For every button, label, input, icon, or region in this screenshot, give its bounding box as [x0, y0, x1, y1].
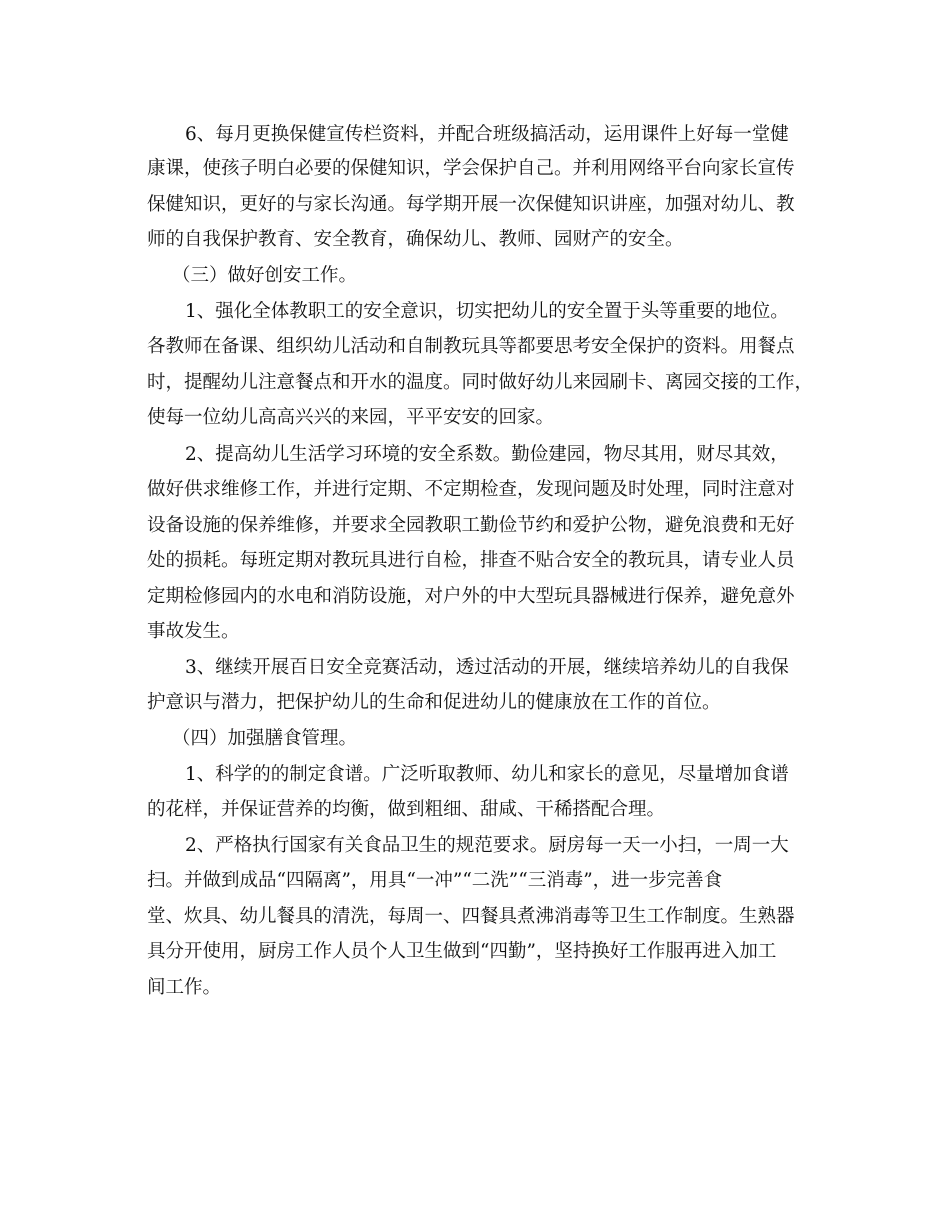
- text-line: 具分开使用，厨房工作人员个人卫生做到“四勤”，坚持换好工作服再进入加工: [147, 941, 777, 962]
- text-line: 处的损耗。每班定期对教玩具进行自检，排查不贴合安全的教玩具，请专业人员: [147, 550, 795, 571]
- text-line: 保健知识，更好的与家长沟通。每学期开展一次保健知识讲座，加强对幼儿、教: [147, 194, 795, 215]
- text-line: 1、强化全体教职工的安全意识，切实把幼儿的安全置于头等重要的地位。: [185, 301, 789, 322]
- text-line: 定期检修园内的水电和消防设施，对户外的中大型玩具器械进行保养，避免意外: [147, 586, 795, 607]
- section-heading: （四）加强膳食管理。: [172, 728, 358, 749]
- text-line: 做好供求维修工作，并进行定期、不定期检查，发现问题及时处理，同时注意对: [147, 479, 795, 500]
- text-line: 1、科学的的制定食谱。广泛听取教师、幼儿和家长的意见，尽量增加食谱: [185, 764, 789, 785]
- text-line: 各教师在备课、组织幼儿活动和自制教玩具等都要思考安全保护的资料。用餐点: [147, 336, 795, 357]
- text-line: 扫。并做到成品“四隔离”，用具“一冲”“二洗”“三消毒”，进一步完善食: [147, 870, 723, 891]
- text-line: 堂、炊具、幼儿餐具的清洗，每周一、四餐具煮沸消毒等卫生工作制度。生熟器: [147, 906, 795, 927]
- text-line: 设备设施的保养维修，并要求全园教职工勤俭节约和爱护公物，避免浪费和无好: [147, 515, 795, 536]
- text-line: 2、提高幼儿生活学习环境的安全系数。勤俭建园，物尽其用，财尽其效，: [185, 444, 789, 465]
- section-heading: （三）做好创安工作。: [172, 265, 358, 286]
- text-line: 时，提醒幼儿注意餐点和开水的温度。同时做好幼儿来园刷卡、离园交接的工作，: [147, 372, 814, 393]
- text-line: 护意识与潜力，把保护幼儿的生命和促进幼儿的健康放在工作的首位。: [147, 692, 721, 713]
- text-line: 间工作。: [147, 977, 222, 998]
- text-line: 使每一位幼儿高高兴兴的来园，平平安安的回家。: [147, 407, 555, 428]
- text-line: 事故发生。: [147, 621, 240, 642]
- text-line: 2、严格执行国家有关食品卫生的规范要求。厨房每一天一小扫，一周一大: [185, 835, 789, 856]
- text-line: 3、继续开展百日安全竞赛活动，透过活动的开展，继续培养幼儿的自我保: [185, 657, 789, 678]
- text-line: 的花样，并保证营养的均衡，做到粗细、甜咸、干稀搭配合理。: [147, 799, 666, 820]
- text-line: 康课，使孩子明白必要的保健知识，学会保护自己。并利用网络平台向家长宣传: [147, 158, 795, 179]
- text-line: 师的自我保护教育、安全教育，确保幼儿、教师、园财产的安全。: [147, 229, 684, 250]
- text-line: 6、每月更换保健宣传栏资料，并配合班级搞活动，运用课件上好每一堂健: [185, 124, 789, 145]
